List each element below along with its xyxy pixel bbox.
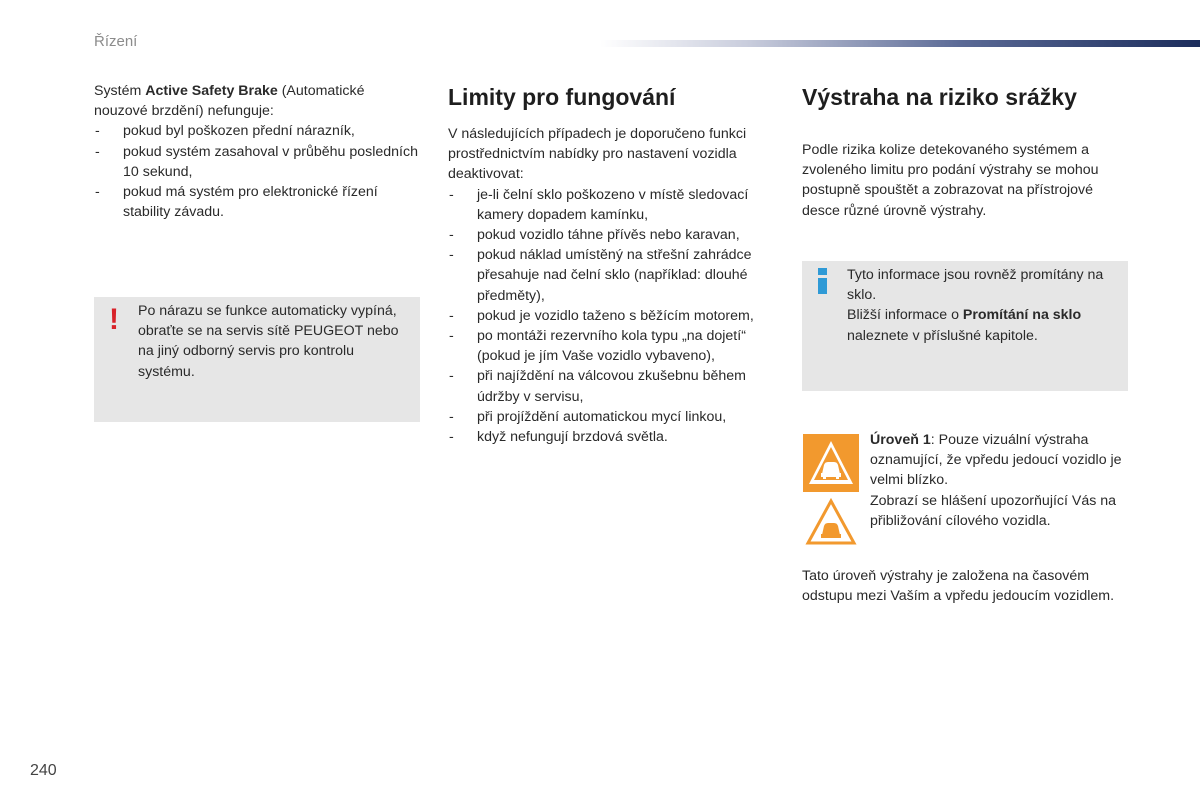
limits-list (448, 185, 778, 448)
column-1 (94, 81, 420, 222)
list-item: - pokud systém zasahoval v průběhu posledních 10 sekund, (94, 142, 420, 182)
header-gradient-bar (600, 40, 1200, 47)
column-2 (448, 81, 778, 447)
warning-text: Po nárazu se funkce automaticky vypíná, obraťte se na servis sítě PEUGEOT nebo na jiný odborný servis pro kontrolu systému. (138, 303, 399, 380)
level1-label: Úroveň 1 (870, 432, 931, 448)
list-item: - pokud náklad umístěný na střešní zahrádce přesahuje nad čelní sklo (například: dlouhé předměty), (448, 245, 778, 306)
list-item: - pokud vozidlo táhne přívěs nebo karavan, (448, 225, 778, 245)
list-item: - když nefungují brzdová světla. (448, 427, 778, 447)
column-3 (802, 81, 1132, 221)
info-text: Tyto informace jsou rovněž promítány na sklo. Bližší informace o Promítání na sklo naleznete v příslušné kapitole. (847, 267, 1104, 344)
level1-note: Tato úroveň výstrahy je založena na časovém odstupu mezi Vaším a vpředu jedoucím vozidlem. (802, 568, 1115, 605)
page-number: 240 (30, 762, 57, 779)
list-item: - pokud je vozidlo taženo s běžícím motorem, (448, 306, 778, 326)
system-name: Active Safety Brake (145, 83, 278, 99)
list-item: - po montáži rezervního kola typu „na dojetí“ (pokud je jím Vaše vozidlo vybaveno), (448, 326, 778, 366)
info-icon (818, 268, 828, 294)
list-item: - při najíždění na válcovou zkušebnu během údržby v servisu, (448, 366, 778, 406)
intro-paragraph: Systém Active Safety Brake (Automatické nouzové brzdění) nefunguje: (94, 83, 365, 120)
list-item: - pokud byl poškozen přední nárazník, (94, 121, 420, 141)
list-item: - při projíždění automatickou mycí linkou, (448, 407, 778, 427)
level1-description: Úroveň 1: Pouze vizuální výstraha oznamující, že vpředu jedoucí vozidlo je velmi blízko. Zobrazí se hlášení upozorňující Vás na přibližování cílového vozidla. (870, 432, 1122, 529)
list-item: - pokud má systém pro elektronické řízení stability závadu. (94, 182, 420, 222)
section-title: Řízení (94, 33, 138, 50)
exclamation-icon: ! (109, 303, 119, 336)
level1-warning-orange-icon (803, 434, 859, 492)
info-reference: Promítání na sklo (962, 307, 1082, 324)
limits-intro: V následujících případech je doporučeno funkci prostřednictvím nabídky pro nastavení vozidla deaktivovat: (448, 126, 747, 183)
failure-list (94, 121, 420, 222)
warning-box (94, 297, 420, 422)
heading-limits: Limity pro fungování (448, 84, 676, 110)
info-box (802, 261, 1128, 391)
level1-warning-outline-icon (803, 497, 859, 547)
collision-intro: Podle rizika kolize detekovaného systémem a zvoleného limitu pro podání výstrahy se mohou postupně spouštět a zobrazovat na přístrojové desce různé úrovně výstrahy. (802, 142, 1099, 219)
list-item: - je-li čelní sklo poškozeno v místě sledovací kamery dopadem kamínku, (448, 185, 778, 225)
heading-collision-warning: Výstraha na riziko srážky (802, 84, 1077, 110)
